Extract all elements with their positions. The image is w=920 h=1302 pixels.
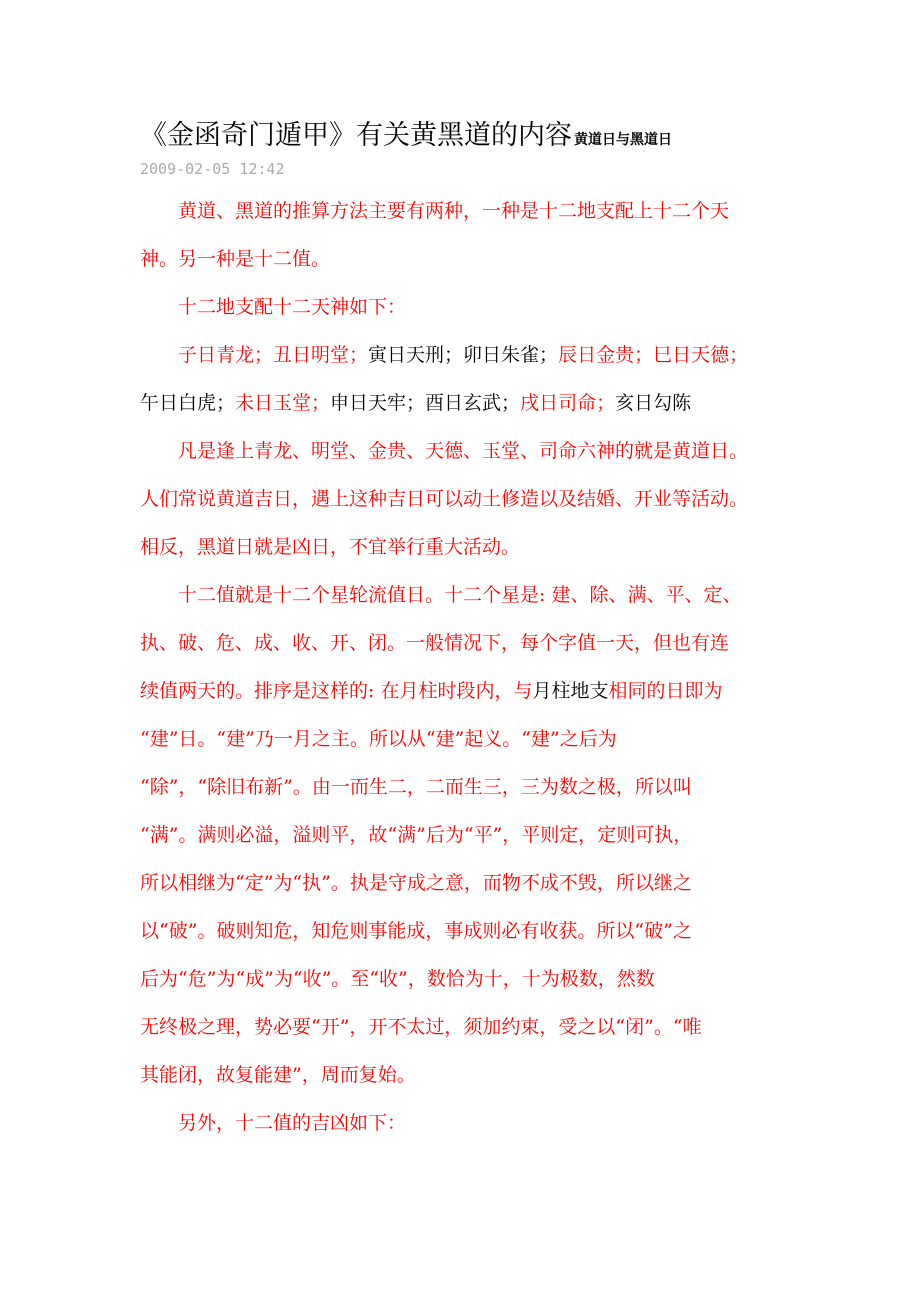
paragraph-line-1: 黄道、黑道的推算方法主要有两种，一种是十二地支配上十二个天 <box>178 200 730 222</box>
paragraph-line-5 <box>140 388 691 418</box>
paragraph-line-20: 另外，十二值的吉凶如下： <box>178 1112 407 1134</box>
post-timestamp: 2009-02-05 12:42 <box>140 160 285 178</box>
paragraph-line-11 <box>140 676 722 706</box>
paragraph-line-4 <box>178 340 748 370</box>
spirit-day-xuanwu: 酉日玄武； <box>425 392 521 414</box>
paragraph-line-12: “建”日。“建”乃一月之主。所以从“建”起义。“建”之后为 <box>140 728 617 750</box>
paragraph-line-16: 以“破”。破则知危，知危则事能成，事成则必有收获。所以“破”之 <box>140 920 692 942</box>
spirit-day-tianlao: 申日天牢； <box>330 392 426 414</box>
spirit-day-jingui: 辰日金贵； <box>558 344 654 366</box>
page-title <box>140 116 672 160</box>
line-11-part-1: 续值两天的。排序是这样的: 在月柱时段内，与 <box>140 680 533 702</box>
spirit-day-zhuque: 卯日朱雀； <box>463 344 559 366</box>
line-11-part-3: 相同的日即为 <box>608 680 723 702</box>
paragraph-line-7: 人们常说黄道吉日，遇上这种吉日可以动土修造以及结婚、开业等活动。 <box>140 488 749 510</box>
paragraph-line-17: 后为“危”为“成”为“收”。至“收”，数恰为十，十为极数，然数 <box>140 968 655 990</box>
line-11-part-2: 月柱地支 <box>532 680 609 702</box>
paragraph-line-8: 相反，黑道日就是凶日，不宜举行重大活动。 <box>140 536 521 558</box>
title-subtitle: 黄道日与黑道日 <box>574 132 672 148</box>
paragraph-line-14: “满”。满则必溢，溢则平，故“满”后为“平”，平则定，定则可执， <box>140 824 693 846</box>
paragraph-line-10: 执、破、危、成、收、开、闭。一般情况下，每个字值一天，但也有连 <box>140 632 730 654</box>
title-main: 《金函奇门遁甲》有关黄黑道的内容 <box>140 120 572 151</box>
spirit-day-tianxing: 寅日天刑； <box>368 344 464 366</box>
spirit-day-mingtang: 丑日明堂； <box>273 344 369 366</box>
paragraph-line-15: 所以相继为“定”为“执”。执是守成之意，而物不成不毁，所以继之 <box>140 872 692 894</box>
spirit-day-tiande: 巳日天德； <box>653 344 749 366</box>
spirit-day-siming: 戌日司命； <box>520 392 616 414</box>
spirit-day-qinglong: 子日青龙； <box>178 344 274 366</box>
paragraph-line-13: “除”，“除旧布新”。由一而生二，二而生三，三为数之极，所以叫 <box>140 776 692 798</box>
spirit-day-yutang: 未日玉堂； <box>235 392 331 414</box>
paragraph-line-19: 其能闭，故复能建”，周而复始。 <box>140 1064 416 1086</box>
spirit-day-baihu: 午日白虎； <box>140 392 236 414</box>
paragraph-line-3: 十二地支配十二天神如下： <box>178 296 407 318</box>
paragraph-line-9: 十二值就是十二个星轮流值日。十二个星是: 建、除、满、平、定、 <box>178 584 742 606</box>
spirit-day-gouchen: 亥日勾陈 <box>615 392 692 414</box>
paragraph-line-18: 无终极之理，势必要“开”，开不太过，须加约束，受之以“闭”。“唯 <box>140 1016 702 1038</box>
paragraph-line-2: 神。另一种是十二值。 <box>140 248 331 270</box>
paragraph-line-6: 凡是逢上青龙、明堂、金贵、天德、玉堂、司命六神的就是黄道日。 <box>178 440 749 462</box>
